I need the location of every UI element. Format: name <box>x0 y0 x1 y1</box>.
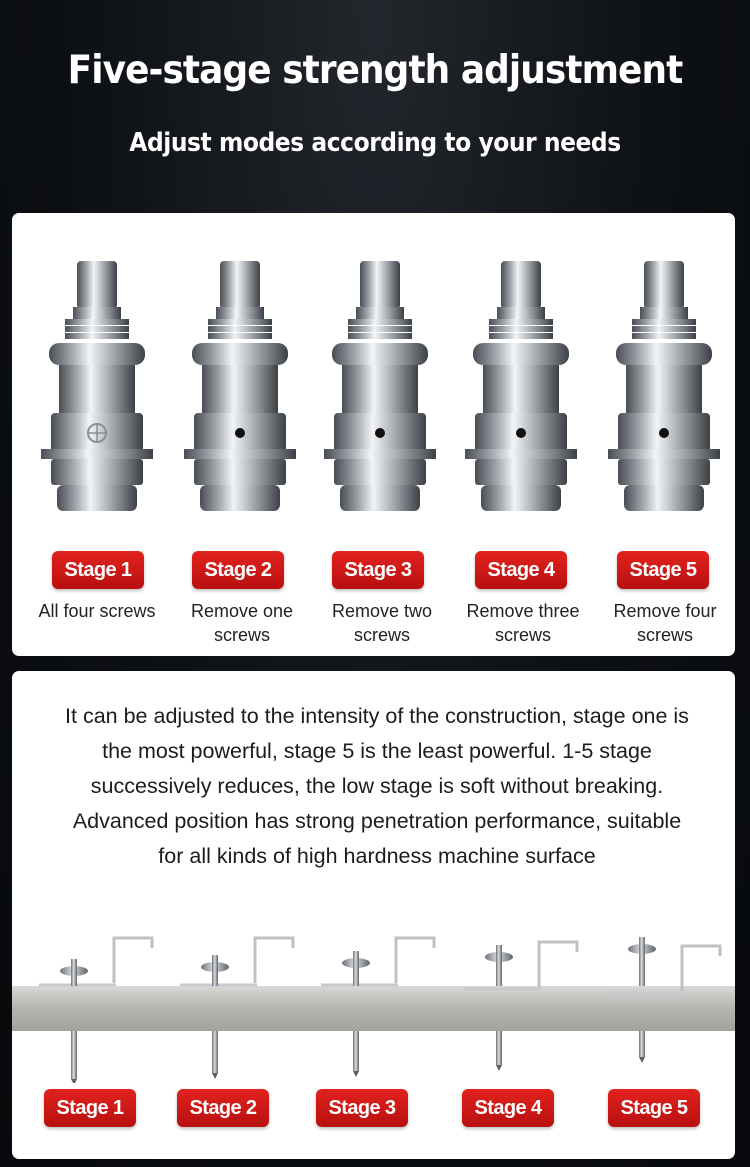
stage-2-description: Remove one screws <box>190 601 294 645</box>
stage-3-description: Remove two screws <box>331 601 433 645</box>
screw-hole-icon <box>516 428 526 438</box>
stage-4-badge: Stage 4 <box>475 551 567 589</box>
tool-head-stage-1-image <box>37 253 157 543</box>
bottom-stage-5-badge: Stage 5 <box>608 1089 700 1127</box>
stage-4-description: Remove three screws <box>466 601 580 645</box>
description-text: It can be adjusted to the intensity of the construction, stage one is the most powerful, stage 5 is the least powerful. 1-5 stage successively reduces, the low stage is soft without breaking. Advanced position has strong penetration performance, suitable for all kinds of high hardness machine surface <box>65 704 689 868</box>
tool-head-stage-5-image <box>604 253 724 543</box>
tool-head-stage-2-image <box>180 253 300 543</box>
stages-panel <box>12 213 735 656</box>
bottom-stage-3-badge: Stage 3 <box>316 1089 408 1127</box>
stage-1-description: All four screws <box>38 601 156 621</box>
stage-1-badge: Stage 1 <box>52 551 144 589</box>
screw-hole-icon <box>375 428 385 438</box>
bottom-stage-4-badge: Stage 4 <box>462 1089 554 1127</box>
bottom-stage-1-badge: Stage 1 <box>44 1089 136 1127</box>
stage-5-description: Remove four screws <box>613 601 717 645</box>
tool-images <box>12 213 735 543</box>
tool-head-stage-4-image <box>461 253 581 543</box>
stage-5-badge: Stage 5 <box>617 551 709 589</box>
page-subtitle: Adjust modes according to your needs <box>129 128 621 158</box>
screw-hole-icon <box>235 428 245 438</box>
stage-2-badge: Stage 2 <box>192 551 284 589</box>
description-panel <box>12 671 735 1159</box>
page-title: Five-stage strength adjustment <box>67 48 683 93</box>
nail-penetration-illustration <box>12 933 735 1083</box>
tool-head-stage-3-image <box>320 253 440 543</box>
stage-3-badge: Stage 3 <box>332 551 424 589</box>
screw-hole-icon <box>659 428 669 438</box>
bottom-stage-2-badge: Stage 2 <box>177 1089 269 1127</box>
